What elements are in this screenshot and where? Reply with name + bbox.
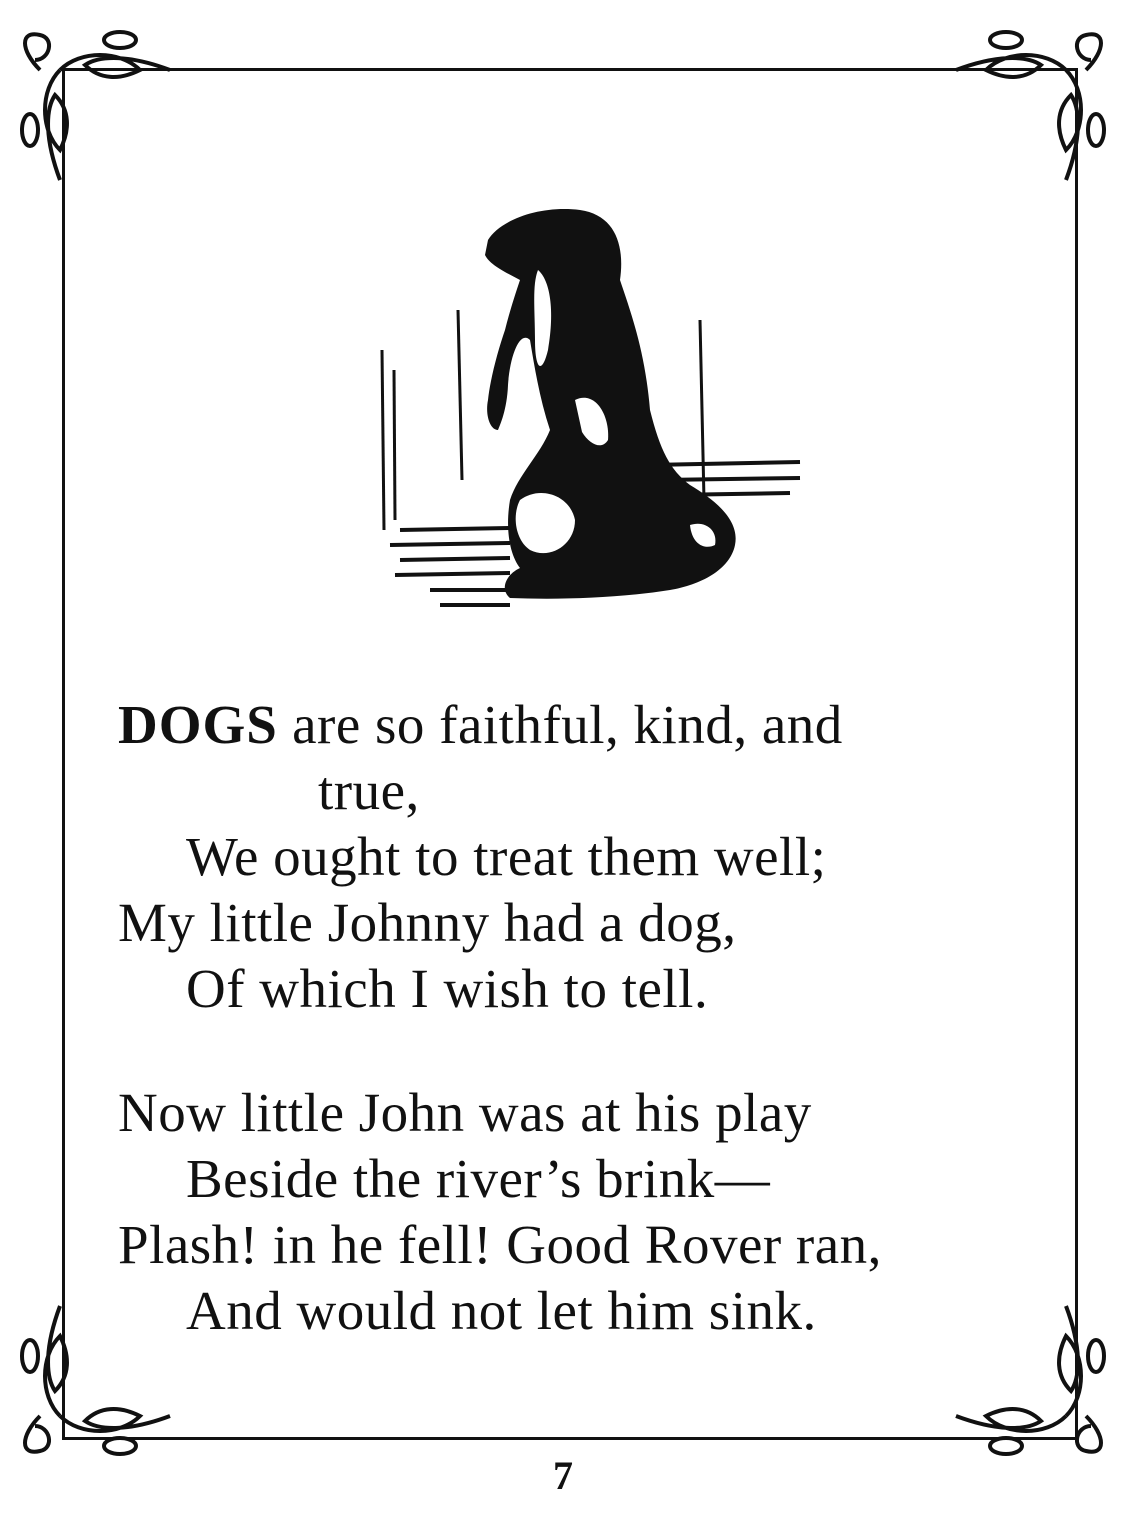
stanza-2-line-3: Plash! in he fell! Good Rover ran, — [118, 1214, 882, 1275]
stanza-1-line-1 — [118, 692, 1038, 758]
stanza-2-line-2: Beside the river’s brink— — [186, 1148, 771, 1209]
page-number: 7 — [553, 1453, 573, 1498]
stanza-2-line-4: And would not let him sink. — [186, 1280, 817, 1341]
stanza-1-line-4: My little Johnny had a dog, — [118, 892, 737, 953]
dog-illustration — [370, 200, 810, 620]
poem — [118, 692, 1038, 1344]
stanza-1-line-1-rest: are so faithful, kind, and — [277, 694, 843, 755]
stanza-1 — [118, 692, 1038, 1022]
stanza-gap — [118, 1022, 1038, 1080]
stanza-2 — [118, 1080, 1038, 1344]
stanza-2-line-1: Now little John was at his play — [118, 1082, 812, 1143]
corner-ornament-top-right — [926, 10, 1126, 210]
stanza-1-line-2: true, — [318, 760, 420, 821]
corner-ornament-top-left — [0, 10, 200, 210]
stanza-1-line-5: Of which I wish to tell. — [186, 958, 709, 1019]
lead-word: DOGS — [118, 694, 278, 755]
stanza-1-line-3: We ought to treat them well; — [186, 826, 827, 887]
